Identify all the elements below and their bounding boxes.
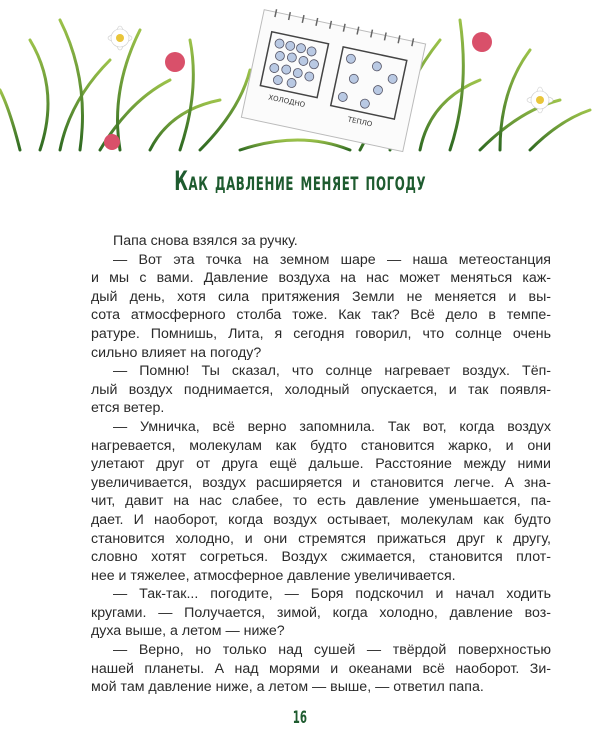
text-line: — Вот эта точка на земном шаре — наша метеостанция <box>113 251 551 268</box>
text-line: сота атмосферного столба тоже. Как так? Всё дело в темпе- <box>91 307 551 324</box>
text-line: Папа снова взялся за ручку. <box>113 233 298 249</box>
text-line: становится холодно, и они стремятся прижаться друг к другу, <box>91 530 551 547</box>
chapter-title <box>0 166 600 197</box>
paragraph <box>91 585 551 641</box>
text-line: дый день, хотя сила притяжения Земли не меняется и вы- <box>91 288 551 305</box>
text-line: чит, давит на нас слабее, то есть давление уменьшается, па- <box>91 493 551 510</box>
text-line: — Так-так... погодите, — Боря подскочил и начал ходить <box>113 586 551 603</box>
text-line: словно хотят согреться. Воздух сжимается, становится плот- <box>91 549 551 566</box>
text-line: сильно влияет на погоду? <box>91 344 262 361</box>
text-line: духа выше, а летом — ниже? <box>91 623 285 640</box>
paragraph <box>91 232 551 251</box>
text-line: мой там давление ниже, а летом — выше, — ответил папа. <box>91 679 484 696</box>
text-line: и мы с вами. Давление воздуха на нас может меняться каж- <box>91 270 551 287</box>
chapter-title-text: Как давление меняет погоду <box>174 166 426 197</box>
text-line: нагревается, молекулам как будто становится жарко, и они <box>91 437 551 454</box>
paragraph <box>91 641 551 697</box>
paragraph <box>91 418 551 585</box>
text-line: ратуре. Помнишь, Лита, я сегодня говорил, что солнце очень <box>91 325 551 342</box>
text-line: ется ветер. <box>91 400 165 417</box>
body-text <box>91 232 551 697</box>
notebook-icon <box>241 7 426 152</box>
text-line: увеличивается, воздух расширяется и становится легче. А зна- <box>91 474 551 491</box>
text-line: нее и тяжелее, атмосферное давление увеличивается. <box>91 567 456 584</box>
text-line: дает. И наоборот, когда воздух остывает, молекулам как будто <box>91 511 551 528</box>
paragraph <box>91 251 551 363</box>
text-line: улетают друг от друга ещё дальше. Расстояние между ними <box>91 456 551 473</box>
text-line: — Верно, но только над сушей — твёрдой поверхностью <box>113 642 551 659</box>
label-cold: ХОЛОДНО <box>267 93 306 110</box>
page-number-text: 16 <box>292 708 308 728</box>
text-line: — Помню! Ты сказал, что солнце нагревает воздух. Тёп- <box>113 363 551 380</box>
text-line: кругами. — Получается, зимой, когда холодно, давление воз- <box>91 604 551 621</box>
text-line: нашей планеты. А над морями и океанами всё наоборот. Зи- <box>91 660 551 677</box>
paragraph <box>91 362 551 418</box>
text-line: — Умничка, всё верно запомнила. Так вот, когда воздух <box>113 418 551 435</box>
page-number <box>0 708 600 728</box>
text-line: лый воздух поднимается, холодный опускается, и так появля- <box>91 381 551 398</box>
label-warm: ТЕПЛО <box>347 115 373 129</box>
header-illustration <box>0 0 600 160</box>
